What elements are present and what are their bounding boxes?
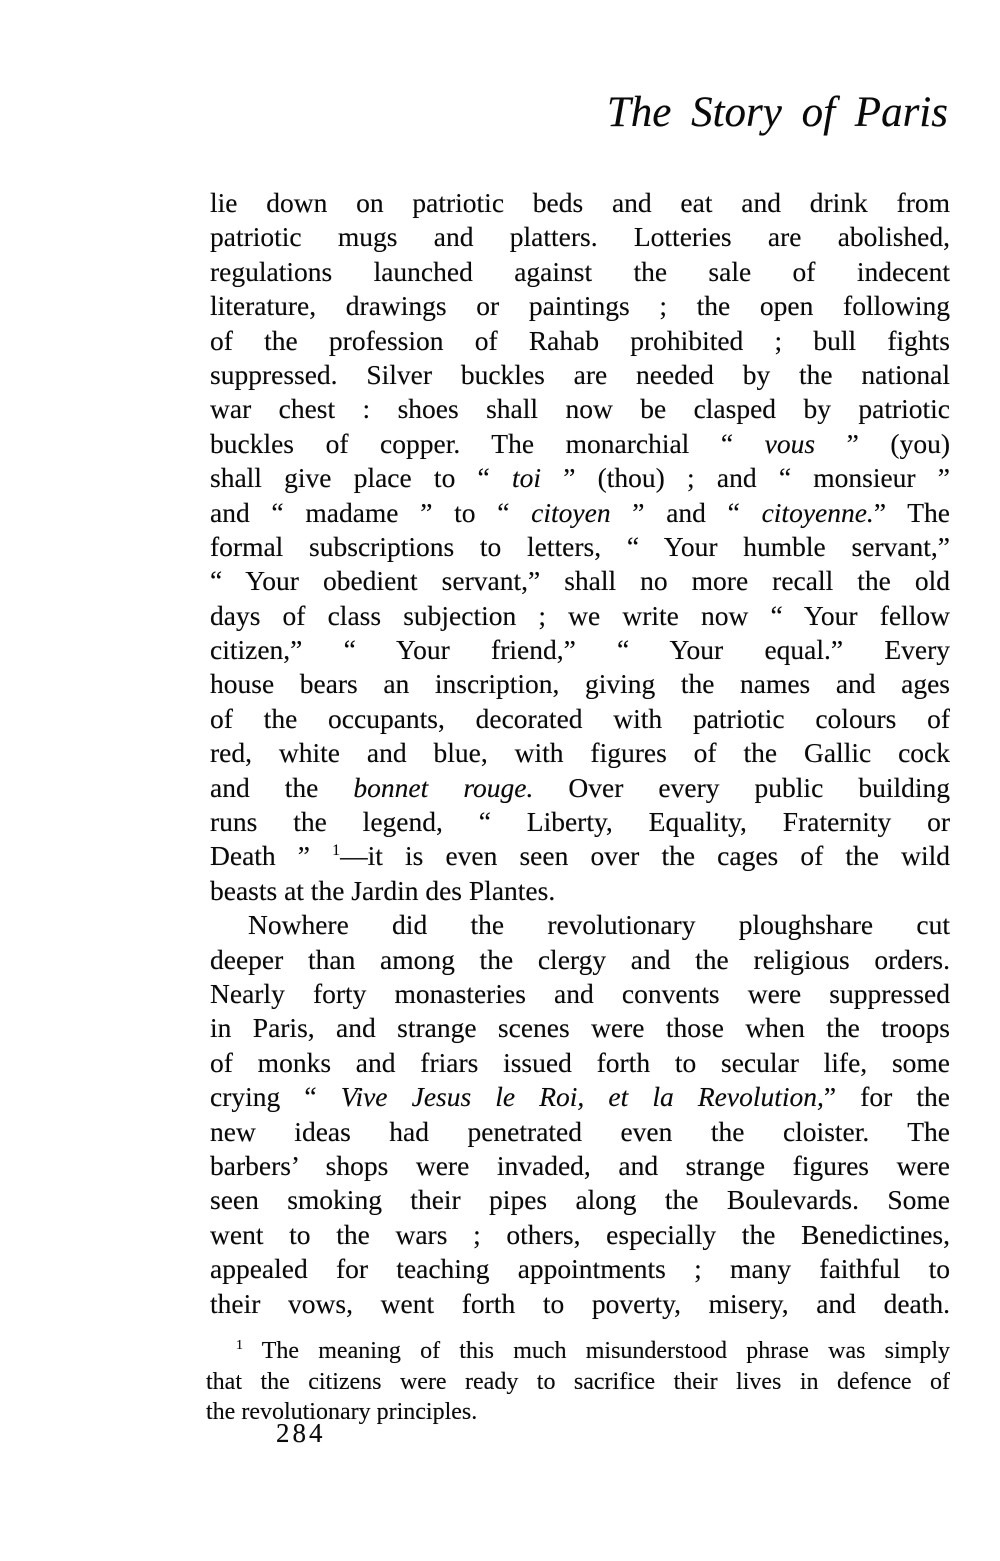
text-line: Death ” $^1$—it is even seen over the cages of the wild	[210, 840, 950, 872]
text-line: their vows, went forth to poverty, misery, and death.	[210, 1287, 950, 1319]
text-line: war chest : shoes shall now be clasped by patriotic	[210, 393, 950, 425]
text-line: barbers’ shops were invaded, and strange figures were	[210, 1149, 950, 1181]
text-line: new ideas had penetrated even the cloister. The	[210, 1115, 950, 1147]
page-number: 284	[276, 1418, 326, 1448]
text-line: shall give place to “ toi ” (thou) ; and “ monsieur ”	[210, 462, 950, 494]
text-line: crying “ Vive Jesus le Roi, et la Revolution,” for the	[210, 1081, 950, 1113]
text-line: literature, drawings or paintings ; the open following	[210, 290, 950, 322]
text-line: citizen,” “ Your friend,” “ Your equal.” Every	[210, 634, 950, 666]
text-line: and “ madame ” to “ citoyen ” and “ citoyenne.” The	[210, 496, 950, 528]
text-line: red, white and blue, with figures of the Gallic cock	[210, 737, 950, 769]
text-line: lie down on patriotic beds and eat and drink from	[210, 187, 950, 218]
text-line: seen smoking their pipes along the Boulevards. Some	[210, 1184, 950, 1216]
text-line: regulations launched against the sale of indecent	[210, 255, 950, 287]
text-line: of monks and friars issued forth to secular life, some	[210, 1046, 950, 1078]
text-line: in Paris, and strange scenes were those when the troops	[210, 1012, 950, 1044]
footnote-line: $^1$ The meaning of this much misunderstood phrase was simply	[236, 1338, 950, 1364]
text-line: patriotic mugs and platters. Lotteries are abolished,	[210, 221, 950, 253]
running-header-title: The Story of Paris	[606, 89, 948, 136]
text-line: buckles of copper. The monarchial “ vous ” (you)	[210, 427, 950, 459]
text-line: appealed for teaching appointments ; many faithful to	[210, 1253, 950, 1285]
text-line: went to the wars ; others, especially the Benedictines,	[210, 1218, 950, 1250]
text-line: suppressed. Silver buckles are needed by the national	[210, 358, 950, 390]
text-line: Nowhere did the revolutionary ploughshare cut	[248, 909, 950, 941]
text-line: days of class subjection ; we write now “ Your fellow	[210, 599, 950, 631]
text-line: of the profession of Rahab prohibited ; bull fights	[210, 324, 950, 356]
footnote-line: that the citizens were ready to sacrifice their lives in defence of	[206, 1368, 950, 1395]
text-line: beasts at the Jardin des Plantes.	[210, 874, 556, 906]
text-line: of the occupants, decorated with patriotic colours of	[210, 702, 950, 734]
text-line: and the bonnet rouge. Over every public building	[210, 771, 950, 803]
text-line: Nearly forty monasteries and convents were suppressed	[210, 977, 950, 1009]
text-line: formal subscriptions to letters, “ Your humble servant,”	[210, 530, 950, 562]
text-line: deeper than among the clergy and the religious orders.	[210, 943, 950, 975]
footnote-line: the revolutionary principles.	[206, 1399, 478, 1425]
footnote	[206, 1336, 950, 1428]
body-text	[210, 186, 950, 1321]
text-line: house bears an inscription, giving the names and ages	[210, 668, 950, 700]
text-line: “ Your obedient servant,” shall no more recall the old	[210, 565, 950, 597]
text-line: runs the legend, “ Liberty, Equality, Fraternity or	[210, 806, 950, 838]
